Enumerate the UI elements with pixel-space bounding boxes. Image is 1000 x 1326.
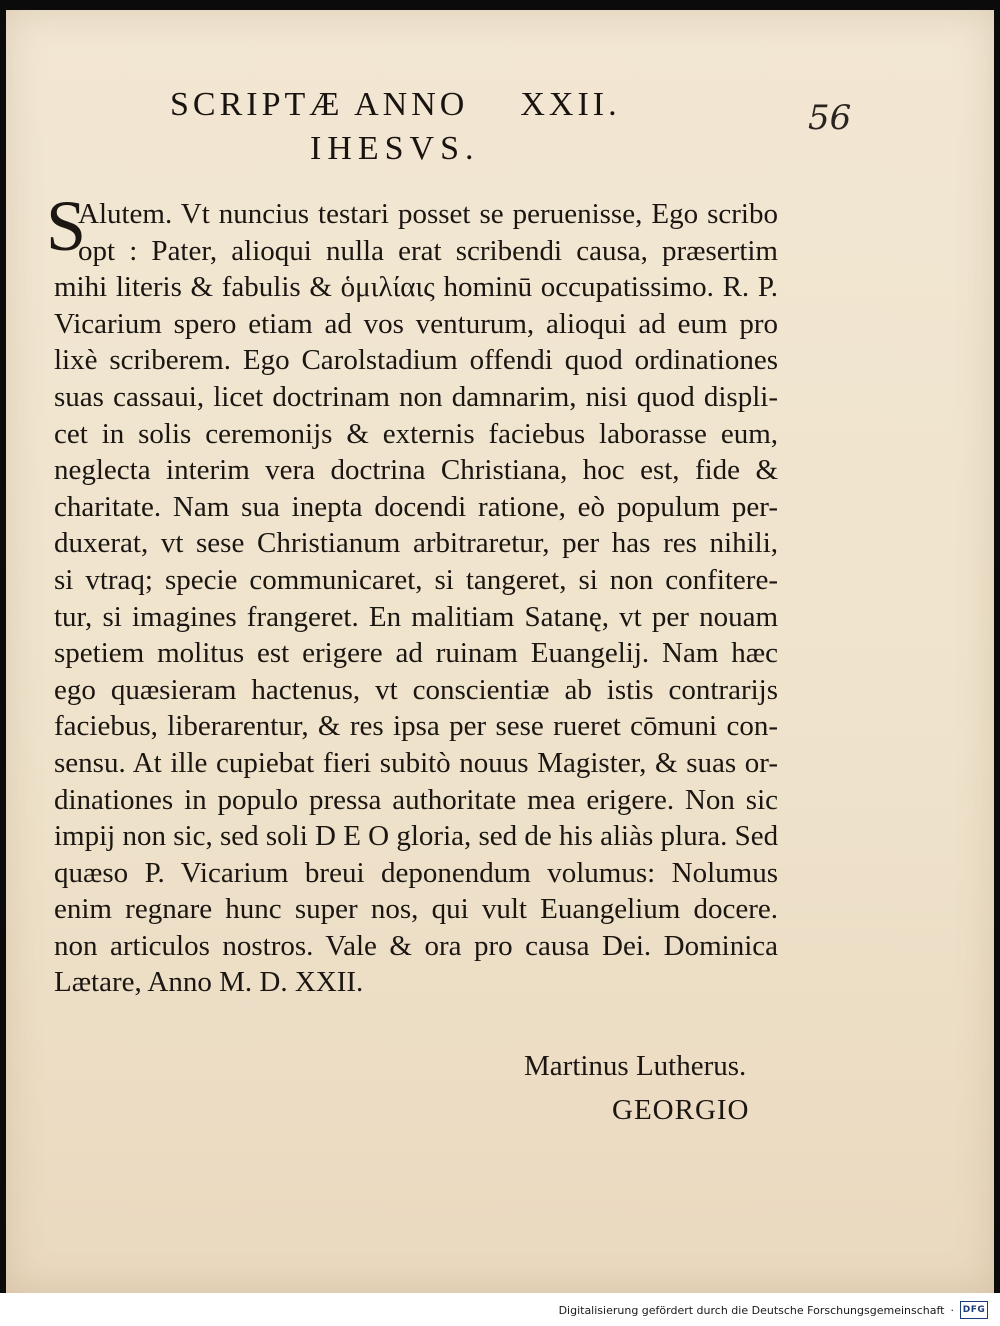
- text-line: sensu. At ille cupiebat fieri subitò nouus Magister, & suas or-: [54, 746, 778, 779]
- text-line: Alutem. Vt nuncius testari posset se peruenisse, Ego scribo: [78, 198, 778, 230]
- letter-body: [54, 196, 778, 1001]
- text-line: lixè scriberem. Ego Carolstadium offendi quod ordinationes: [54, 344, 778, 377]
- text-line: spetiem molitus est erigere ad ruinam Euangelij. Nam hæc: [54, 637, 778, 670]
- text-line: charitate. Nam sua inepta docendi ratione, eò populum per-: [54, 490, 778, 523]
- text-line: enim regnare hunc super nos, qui vult Euangelium docere.: [54, 893, 778, 926]
- running-head-left: SCRIPTÆ ANNO: [170, 86, 469, 123]
- text-line: mihi literis & fabulis & ὁμιλίαις hominū occupatissimo. R. P.: [54, 271, 778, 304]
- text-line: si vtraq; specie communicaret, si tangeret, si non confitere-: [54, 563, 778, 596]
- text-line: quæso P. Vicarium breui deponendum volumus: Nolumus: [54, 856, 778, 889]
- text-line: ego quæsieram hactenus, vt conscientiæ ab istis contrarijs: [54, 673, 778, 706]
- signature: Martinus Lutherus.: [524, 1050, 747, 1082]
- text-line: suas cassaui, licet doctrinam non damnarim, nisi quod displi-: [54, 380, 778, 413]
- text-line: Lætare, Anno M. D. XXII.: [54, 966, 364, 999]
- digitization-credit: [555, 1298, 992, 1322]
- text-line: Vicarium spero etiam ad vos venturum, alioqui ad eum pro: [54, 307, 778, 340]
- text-line: cet in solis ceremonijs & externis faciebus laborasse eum,: [54, 417, 778, 450]
- running-head: [170, 86, 690, 124]
- credit-separator: ·: [950, 1303, 954, 1317]
- text-line: non articulos nostros. Vale & ora pro causa Dei. Dominica: [54, 929, 778, 962]
- folio-number: 56: [808, 98, 852, 138]
- catchword: GEORGIO: [612, 1094, 750, 1126]
- text-line: tur, si imagines frangeret. En malitiam Satanę, vt per nouam: [54, 600, 778, 633]
- text-line: duxerat, vt sese Christianum arbitraretur, per has res nihili,: [54, 527, 778, 560]
- credit-text: Digitalisierung gefördert durch die Deutsche Forschungsgemeinschaft: [558, 1303, 945, 1317]
- text-line: impij non sic, sed soli D E O gloria, sed de his aliàs plura. Sed: [54, 820, 778, 853]
- text-line: faciebus, liberarentur, & res ipsa per sese rueret cōmuni con-: [54, 710, 778, 743]
- dfg-logo-icon: DFG: [960, 1301, 988, 1319]
- text-line: dinationes in populo pressa authoritate mea erigere. Non sic: [54, 783, 778, 816]
- running-head-right: XXII.: [520, 86, 621, 123]
- text-line: opt : Pater, alioqui nulla erat scribendi causa, præsertim: [78, 234, 778, 267]
- drop-cap: S: [46, 186, 87, 266]
- subhead-ihesvs: IHESVS.: [310, 130, 480, 167]
- text-line: neglecta interim vera doctrina Christiana, hoc est, fide &: [54, 454, 778, 487]
